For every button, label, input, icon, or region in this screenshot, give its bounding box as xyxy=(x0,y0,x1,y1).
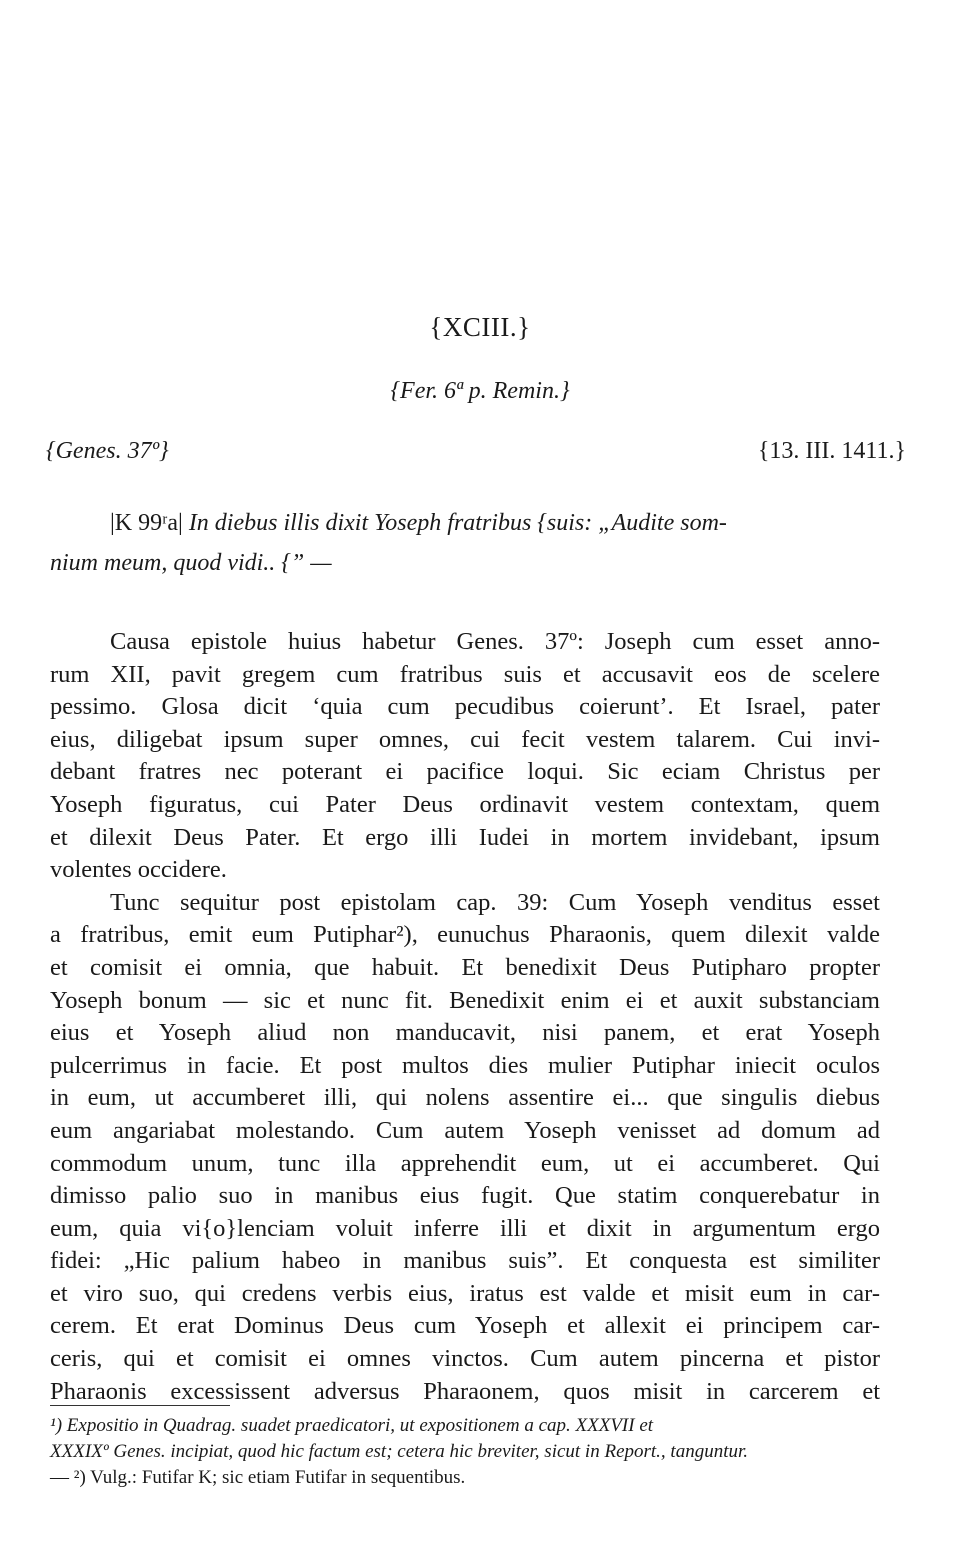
body-line: Tunc sequitur post epistolam cap. 39: Cum Yoseph venditus esset xyxy=(110,888,880,916)
body-text xyxy=(50,626,880,1408)
body-line: Yoseph bonum — sic et nunc fit. Benedixit enim ei et auxit substanciam xyxy=(50,986,880,1014)
incipit-text-1: In diebus illis dixit Yoseph fratribus {suis: „Audite som- xyxy=(188,510,727,536)
incipit-line-1 xyxy=(50,503,880,543)
footnotes xyxy=(50,1413,880,1491)
body-line: a fratribus, emit eum Putiphar²), eunuchus Pharaonis, quem dilexit valde xyxy=(50,921,880,949)
body-line: volentes occidere. xyxy=(50,856,227,884)
body-line: dimisso palio suo in manibus eius fugit. Que statim conquerebatur in xyxy=(50,1182,880,1210)
scripture-reference: {Genes. 37º} xyxy=(46,438,169,464)
body-line: eius, diligebat ipsum super omnes, cui fecit vestem talarem. Cui invi- xyxy=(50,725,880,753)
body-line: eum, quia vi{o}lenciam voluit inferre illi et dixit in argumentum ergo xyxy=(50,1214,880,1242)
body-line: in eum, ut accumberet illi, qui nolens assentire ei... que singulis diebus xyxy=(50,1084,880,1112)
body-line: fidei: „Hic palium habeo in manibus suis”. Et conquesta est similiter xyxy=(50,1247,880,1275)
body-line: pulcerrimus in facie. Et post multos dies mulier Putiphar iniecit oculos xyxy=(50,1051,880,1079)
manuscript-siglum: |K 99ʳa| xyxy=(110,510,183,536)
body-line: commodum unum, tunc illa apprehendit eum, ut ei accumberet. Qui xyxy=(50,1149,880,1177)
body-line: debant fratres nec poterant ei pacifice loqui. Sic eciam Christus per xyxy=(50,758,880,786)
body-line: eius et Yoseph aliud non manducavit, nisi panem, et erat Yoseph xyxy=(50,1019,880,1047)
liturgical-day-heading: {Fer. 6ª p. Remin.} xyxy=(390,378,570,404)
footnote-line: — ²) Vulg.: Futifar K; sic etiam Futifar in sequentibus. xyxy=(50,1467,466,1488)
date-reference: {13. III. 1411.} xyxy=(757,438,906,464)
body-line: cerem. Et erat Dominus Deus cum Yoseph et allexit ei principem car- xyxy=(50,1312,880,1340)
letter-number-heading: {XCIII.} xyxy=(429,312,531,342)
body-line: Pharaonis excessissent adversus Pharaonem, quos misit in carcerem et xyxy=(50,1377,880,1405)
body-line: eum angariabat molestando. Cum autem Yoseph venisset ad domum ad xyxy=(50,1116,880,1144)
footnote-line: ¹) Expositio in Quadrag. suadet praedicatori, ut expositionem a cap. XXXVII et xyxy=(50,1415,654,1436)
body-line: pessimo. Glosa dicit ‘quia cum pecudibus coierunt’. Et Israel, pater xyxy=(50,693,880,721)
incipit-line-2 xyxy=(50,543,880,583)
footnote-line: XXXIXº Genes. incipiat, quod hic factum est; cetera hic breviter, sicut in Report., tanguntur. xyxy=(50,1441,749,1462)
footnote-divider xyxy=(50,1405,230,1406)
body-line: et viro suo, qui credens verbis eius, iratus est valde et misit eum in car- xyxy=(50,1279,880,1307)
body-line: et dilexit Deus Pater. Et ergo illi Iudei in mortem invidebant, ipsum xyxy=(50,823,880,851)
body-line: et comisit ei omnia, que habuit. Et benedixit Deus Putipharo propter xyxy=(50,953,880,981)
body-line: rum XII, pavit gregem cum fratribus suis et accusavit eos de scelere xyxy=(50,660,880,688)
body-line: ceris, qui et comisit ei omnes vinctos. Cum autem pincerna et pistor xyxy=(50,1345,880,1373)
body-line: Causa epistole huius habetur Genes. 37º: Joseph cum esset anno- xyxy=(110,628,880,655)
incipit-text-2: nium meum, quod vidi.. {” — xyxy=(50,550,332,576)
incipit xyxy=(50,503,880,583)
reference-line xyxy=(46,438,906,472)
body-line: Yoseph figuratus, cui Pater Deus ordinavit vestem contextam, quem xyxy=(50,790,880,818)
